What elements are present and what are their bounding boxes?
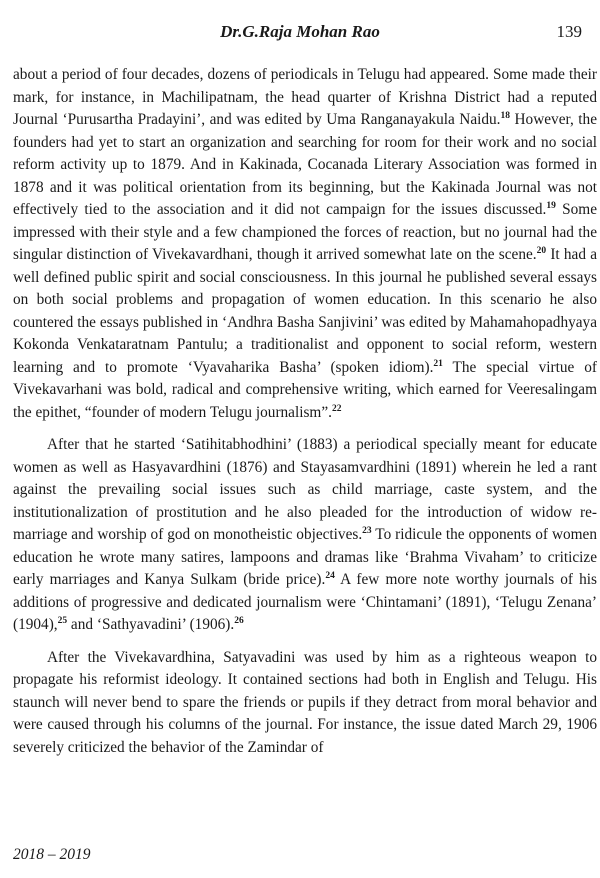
- page-number: 139: [556, 22, 582, 41]
- text-run: Some impressed with their style and a few championed the forces of reaction, but no journal had the singular distinction of Vivekavardhani, though it arrived somewhat late on the scene.: [13, 201, 597, 263]
- paragraph: [13, 647, 597, 760]
- footnote-ref: 18: [500, 110, 510, 121]
- text-run: After that he started ‘Satihitabhodhini’ (1883) a periodical specially meant for educate women as well as Hasyavardhini (1876) and Stayasamvardhini (1891) wherein he led a rant against the prevailing social issues such as child marriage, caste system, and the institutionalization of prostitution and he also pleaded for the introduction of widow re-marriage and worship of god on monotheistic objectives.: [13, 436, 597, 543]
- text-run: and ‘Sathyavadini’ (1906).: [67, 616, 235, 633]
- body-text: [13, 64, 597, 769]
- paragraph: [13, 434, 597, 637]
- text-run: about a period of four decades, dozens of periodicals in Telugu had appeared. Some made their mark, for instance, in Machilipatnam, the head quarter of Krishna District had a reputed Journal ‘Purusartha Pradayini’, and was edited by Uma Ranganayakula Naidu.: [13, 66, 597, 128]
- text-run: To ridicule the opponents of women education he wrote many satires, lampoons and dramas like ‘Brahma Vivaham’ to criticize early marriages and Kanya Sulkam (bride price).: [13, 526, 597, 588]
- footnote-ref: 19: [546, 200, 556, 211]
- footnote-ref: 20: [536, 245, 547, 256]
- text-run: However, the founders had yet to start an organization and searching for room for their work and no social reform activity up to 1879. And in Kakinada, Cocanada Literary Association was formed in 1878 and it was political orientation from its beginning, but the Kakinada Journal was not effectively tied to the association and it did not campaign for the issues discussed.: [13, 111, 597, 218]
- footnote-ref: 24: [325, 570, 335, 581]
- footnote-ref: 22: [331, 403, 342, 414]
- paragraph: [13, 64, 597, 424]
- footnote-ref: 23: [362, 525, 372, 536]
- footnote-ref: 25: [57, 615, 68, 626]
- text-run: After the Vivekavardhina, Satyavadini was used by him as a righteous weapon to propagate his reformist ideology. It contained sections had both in English and Telugu. His staunch will never bend to spare the friends or pupils if they detract from moral behavior and were caused through his columns of the journal. For instance, the issue dated March 29, 1906 severely criticized the behavior of the Zamindar of: [13, 648, 597, 756]
- text-run: The special virtue of Vivekavarhani was bold, radical and comprehensive writing, which earned for Veeresalingam the epithet, “founder of modern Telugu journalism”.: [13, 358, 597, 421]
- text-run: A few more note worthy journals of his additions of progressive and dedicated journalism were ‘Chintamani’ (1891), ‘Telugu Zenana’ (1904),: [13, 571, 597, 633]
- footnote-ref: 21: [433, 358, 443, 369]
- text-run: It had a well defined public spirit and social consciousness. In this journal he published several essays on both social problems and propagation of women education. In this scenario he also countered the essays published in ‘Andhra Basha Sanjivini’ was edited by Mahamahopadhyaya Kokonda Venkataratnam Pantulu; a traditionalist and opponent to social reform, western learning and to promote ‘Vyavaharika Basha’ (spoken idiom).: [13, 246, 597, 376]
- page-header: [0, 22, 600, 46]
- footer-year: 2018 – 2019: [13, 846, 91, 863]
- footnote-ref: 26: [234, 615, 244, 626]
- running-head: Dr.G.Raja Mohan Rao: [220, 22, 380, 41]
